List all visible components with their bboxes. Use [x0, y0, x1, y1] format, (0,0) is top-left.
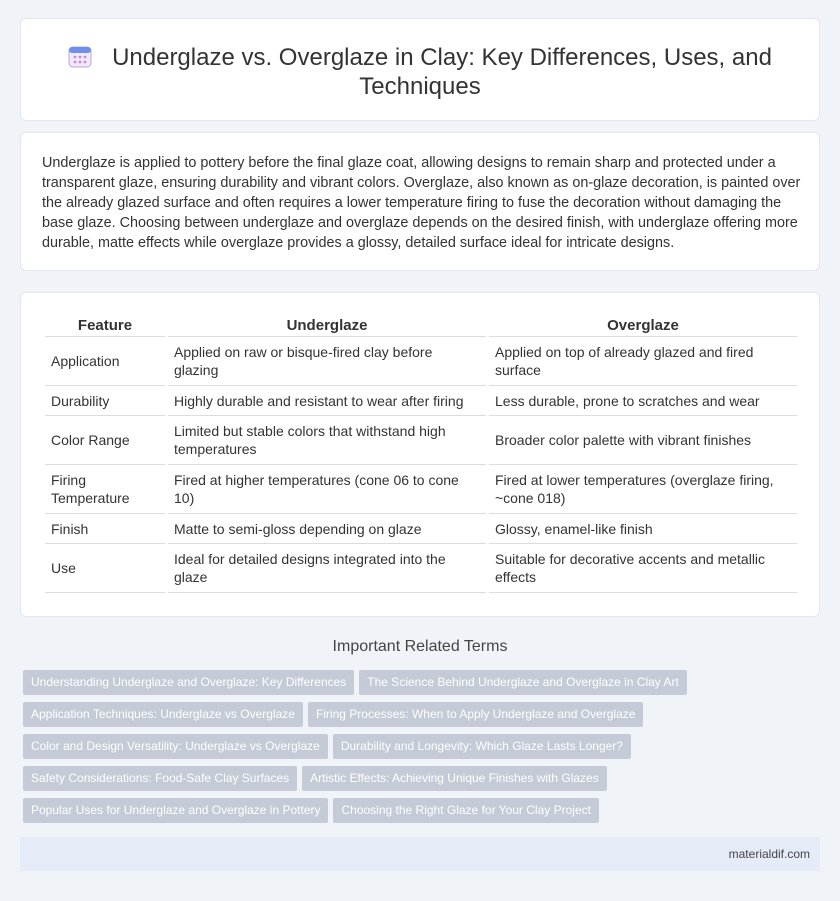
underglaze-cell: Fired at higher temperatures (cone 06 to cone 10) [168, 465, 486, 514]
related-term-tag[interactable]: Safety Considerations: Food-Safe Clay Surfaces [23, 766, 297, 791]
comparison-card [20, 292, 820, 617]
table-row [45, 337, 797, 386]
related-term-tag[interactable]: Artistic Effects: Achieving Unique Finishes with Glazes [302, 766, 607, 791]
overglaze-cell: Less durable, prone to scratches and wear [489, 386, 797, 416]
header-card [20, 18, 820, 121]
overglaze-cell: Glossy, enamel-like finish [489, 514, 797, 544]
related-terms-title: Important Related Terms [332, 638, 508, 655]
header-underglaze: Underglaze [168, 315, 486, 337]
header-feature: Feature [45, 315, 165, 337]
feature-cell: Firing Temperature [45, 465, 165, 514]
intro-card [20, 132, 820, 271]
table-row [45, 465, 797, 514]
related-term-tag[interactable]: Firing Processes: When to Apply Underglaze and Overglaze [308, 702, 644, 727]
related-term-tag[interactable]: Popular Uses for Underglaze and Overglaze in Pottery [23, 798, 328, 823]
table-row [45, 416, 797, 465]
related-term-tag[interactable]: Application Techniques: Underglaze vs Overglaze [23, 702, 303, 727]
calendar-icon [68, 44, 92, 68]
feature-cell: Use [45, 544, 165, 593]
table-row [45, 514, 797, 544]
feature-cell: Durability [45, 386, 165, 416]
comparison-table [42, 315, 800, 593]
overglaze-cell: Suitable for decorative accents and metallic effects [489, 544, 797, 593]
overglaze-cell: Fired at lower temperatures (overglaze firing, ~cone 018) [489, 465, 797, 514]
related-terms-list [23, 670, 783, 830]
header-overglaze: Overglaze [489, 315, 797, 337]
feature-cell: Finish [45, 514, 165, 544]
page-title-row [21, 43, 819, 101]
related-term-tag[interactable]: Understanding Underglaze and Overglaze: Key Differences [23, 670, 354, 695]
feature-cell: Application [45, 337, 165, 386]
intro-paragraph: Underglaze is applied to pottery before the final glaze coat, allowing designs to remain sharp and protected under a transparent glaze, ensuring durability and vibrant colors. Overglaze, also known as on-glaze decoration, is painted over the already glazed surface and often requires a lower temperature firing to fuse the decoration without damaging the base glaze. Choosing between underglaze and overglaze depends on the desired finish, with underglaze offering more durable, matte effects while overglaze provides a glossy, detailed surface ideal for intricate designs. [42, 155, 801, 251]
footer-site-link[interactable]: materialdif.com [728, 847, 810, 861]
page-title: Underglaze vs. Overglaze in Clay: Key Differences, Uses, and Techniques [112, 44, 772, 100]
underglaze-cell: Applied on raw or bisque-fired clay before glazing [168, 337, 486, 386]
table-header-row [45, 315, 797, 337]
underglaze-cell: Highly durable and resistant to wear after firing [168, 386, 486, 416]
footer [20, 837, 820, 871]
table-row [45, 386, 797, 416]
related-term-tag[interactable]: Color and Design Versatility: Underglaze vs Overglaze [23, 734, 328, 759]
feature-cell: Color Range [45, 416, 165, 465]
overglaze-cell: Broader color palette with vibrant finishes [489, 416, 797, 465]
related-term-tag[interactable]: The Science Behind Underglaze and Overglaze in Clay Art [359, 670, 687, 695]
underglaze-cell: Ideal for detailed designs integrated into the glaze [168, 544, 486, 593]
overglaze-cell: Applied on top of already glazed and fired surface [489, 337, 797, 386]
related-term-tag[interactable]: Durability and Longevity: Which Glaze Lasts Longer? [333, 734, 631, 759]
underglaze-cell: Matte to semi-gloss depending on glaze [168, 514, 486, 544]
related-term-tag[interactable]: Choosing the Right Glaze for Your Clay Project [333, 798, 598, 823]
table-row [45, 544, 797, 593]
underglaze-cell: Limited but stable colors that withstand high temperatures [168, 416, 486, 465]
